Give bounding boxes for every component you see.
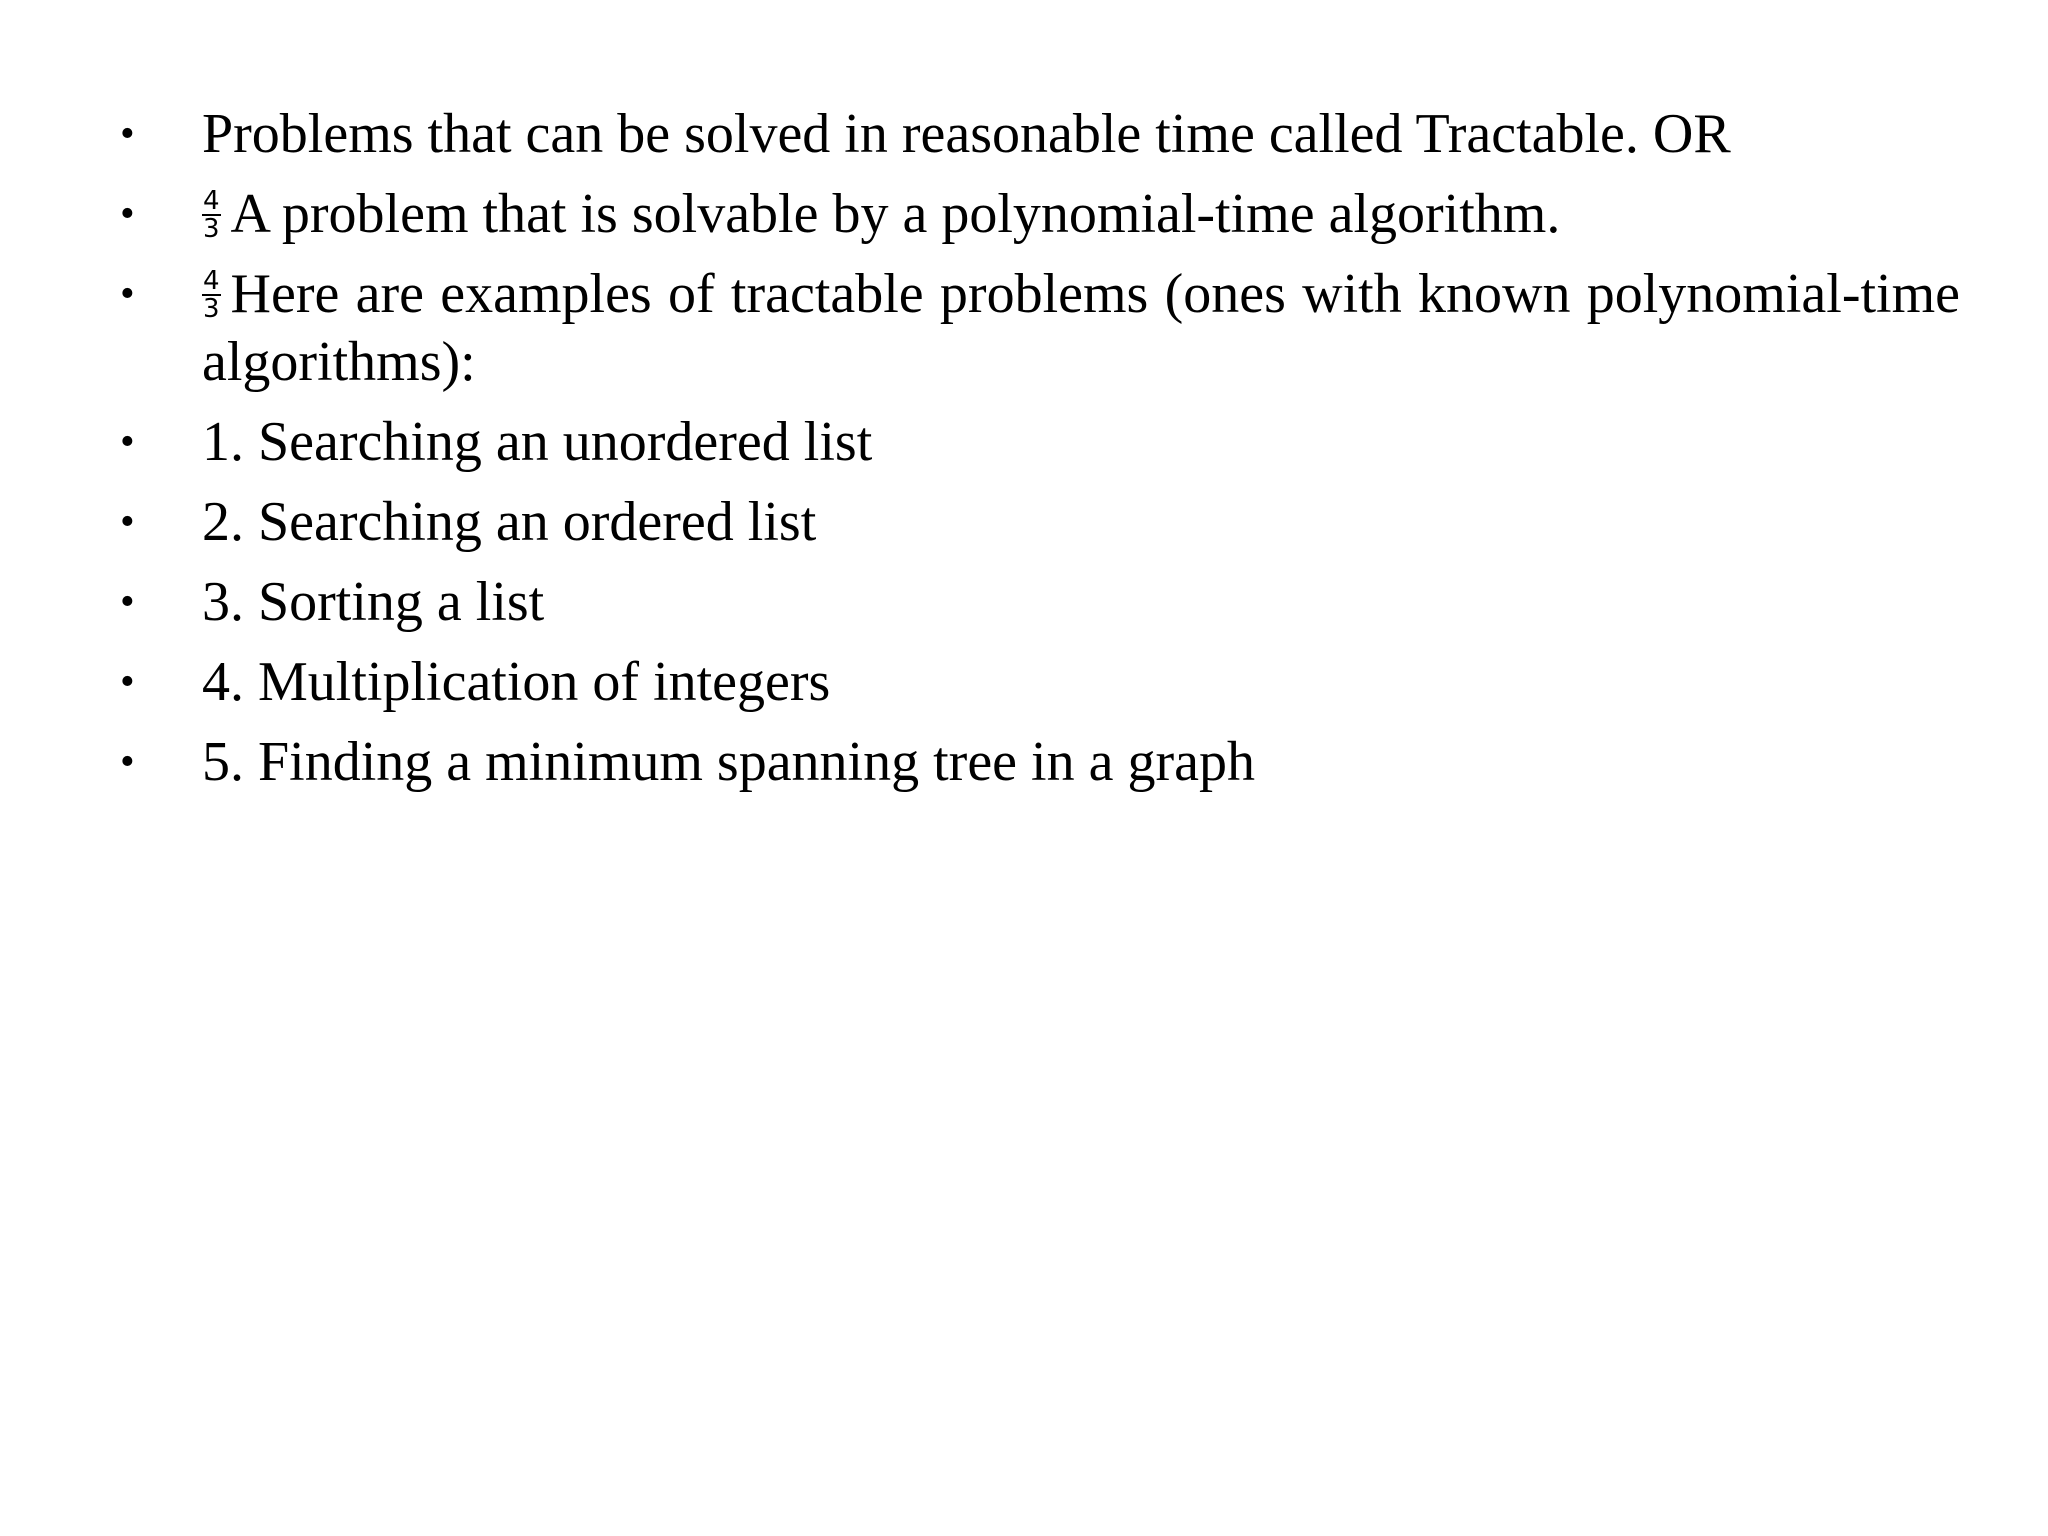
bullet-item-examples-intro <box>120 260 1960 396</box>
fraction-numerator: 4 <box>203 266 220 297</box>
bullet-dot-icon: • <box>120 499 135 545</box>
bullet-text: 5. Finding a minimum spanning tree in a graph <box>202 731 1255 793</box>
bullet-item-tractable-definition <box>120 100 1960 168</box>
bullet-item-example-3 <box>120 568 1960 636</box>
bullet-item-example-5 <box>120 728 1960 796</box>
fraction-glyph <box>202 266 221 325</box>
bullet-dot-icon: • <box>120 739 135 785</box>
fraction-denominator: 3 <box>203 294 220 325</box>
fraction-denominator: 3 <box>203 214 220 245</box>
bullet-text: 1. Searching an unordered list <box>202 411 873 473</box>
bullet-dot-icon: • <box>120 271 135 317</box>
bullet-text: 2. Searching an ordered list <box>202 491 817 553</box>
bullet-item-example-2 <box>120 488 1960 556</box>
bullet-text: Problems that can be solved in reasonable time called Tractable. OR <box>202 103 1731 165</box>
bullet-text: 4. Multiplication of integers <box>202 651 831 713</box>
bullet-text: Here are examples of tractable problems (ones with known polynomial-time algorithms): <box>202 263 1960 393</box>
bullet-dot-icon: • <box>120 659 135 705</box>
bullet-dot-icon: • <box>120 191 135 237</box>
bullet-item-example-1 <box>120 408 1960 476</box>
bullet-dot-icon: • <box>120 111 135 157</box>
bullet-item-example-4 <box>120 648 1960 716</box>
bullet-item-polynomial-time <box>120 180 1960 248</box>
bullet-dot-icon: • <box>120 419 135 465</box>
bullet-text: 3. Sorting a list <box>202 571 545 633</box>
fraction-numerator: 4 <box>203 186 220 217</box>
bullet-dot-icon: • <box>120 579 135 625</box>
fraction-glyph <box>202 186 221 245</box>
bullet-text: A problem that is solvable by a polynomial-time algorithm. <box>230 183 1561 245</box>
bullet-list <box>120 100 1960 808</box>
